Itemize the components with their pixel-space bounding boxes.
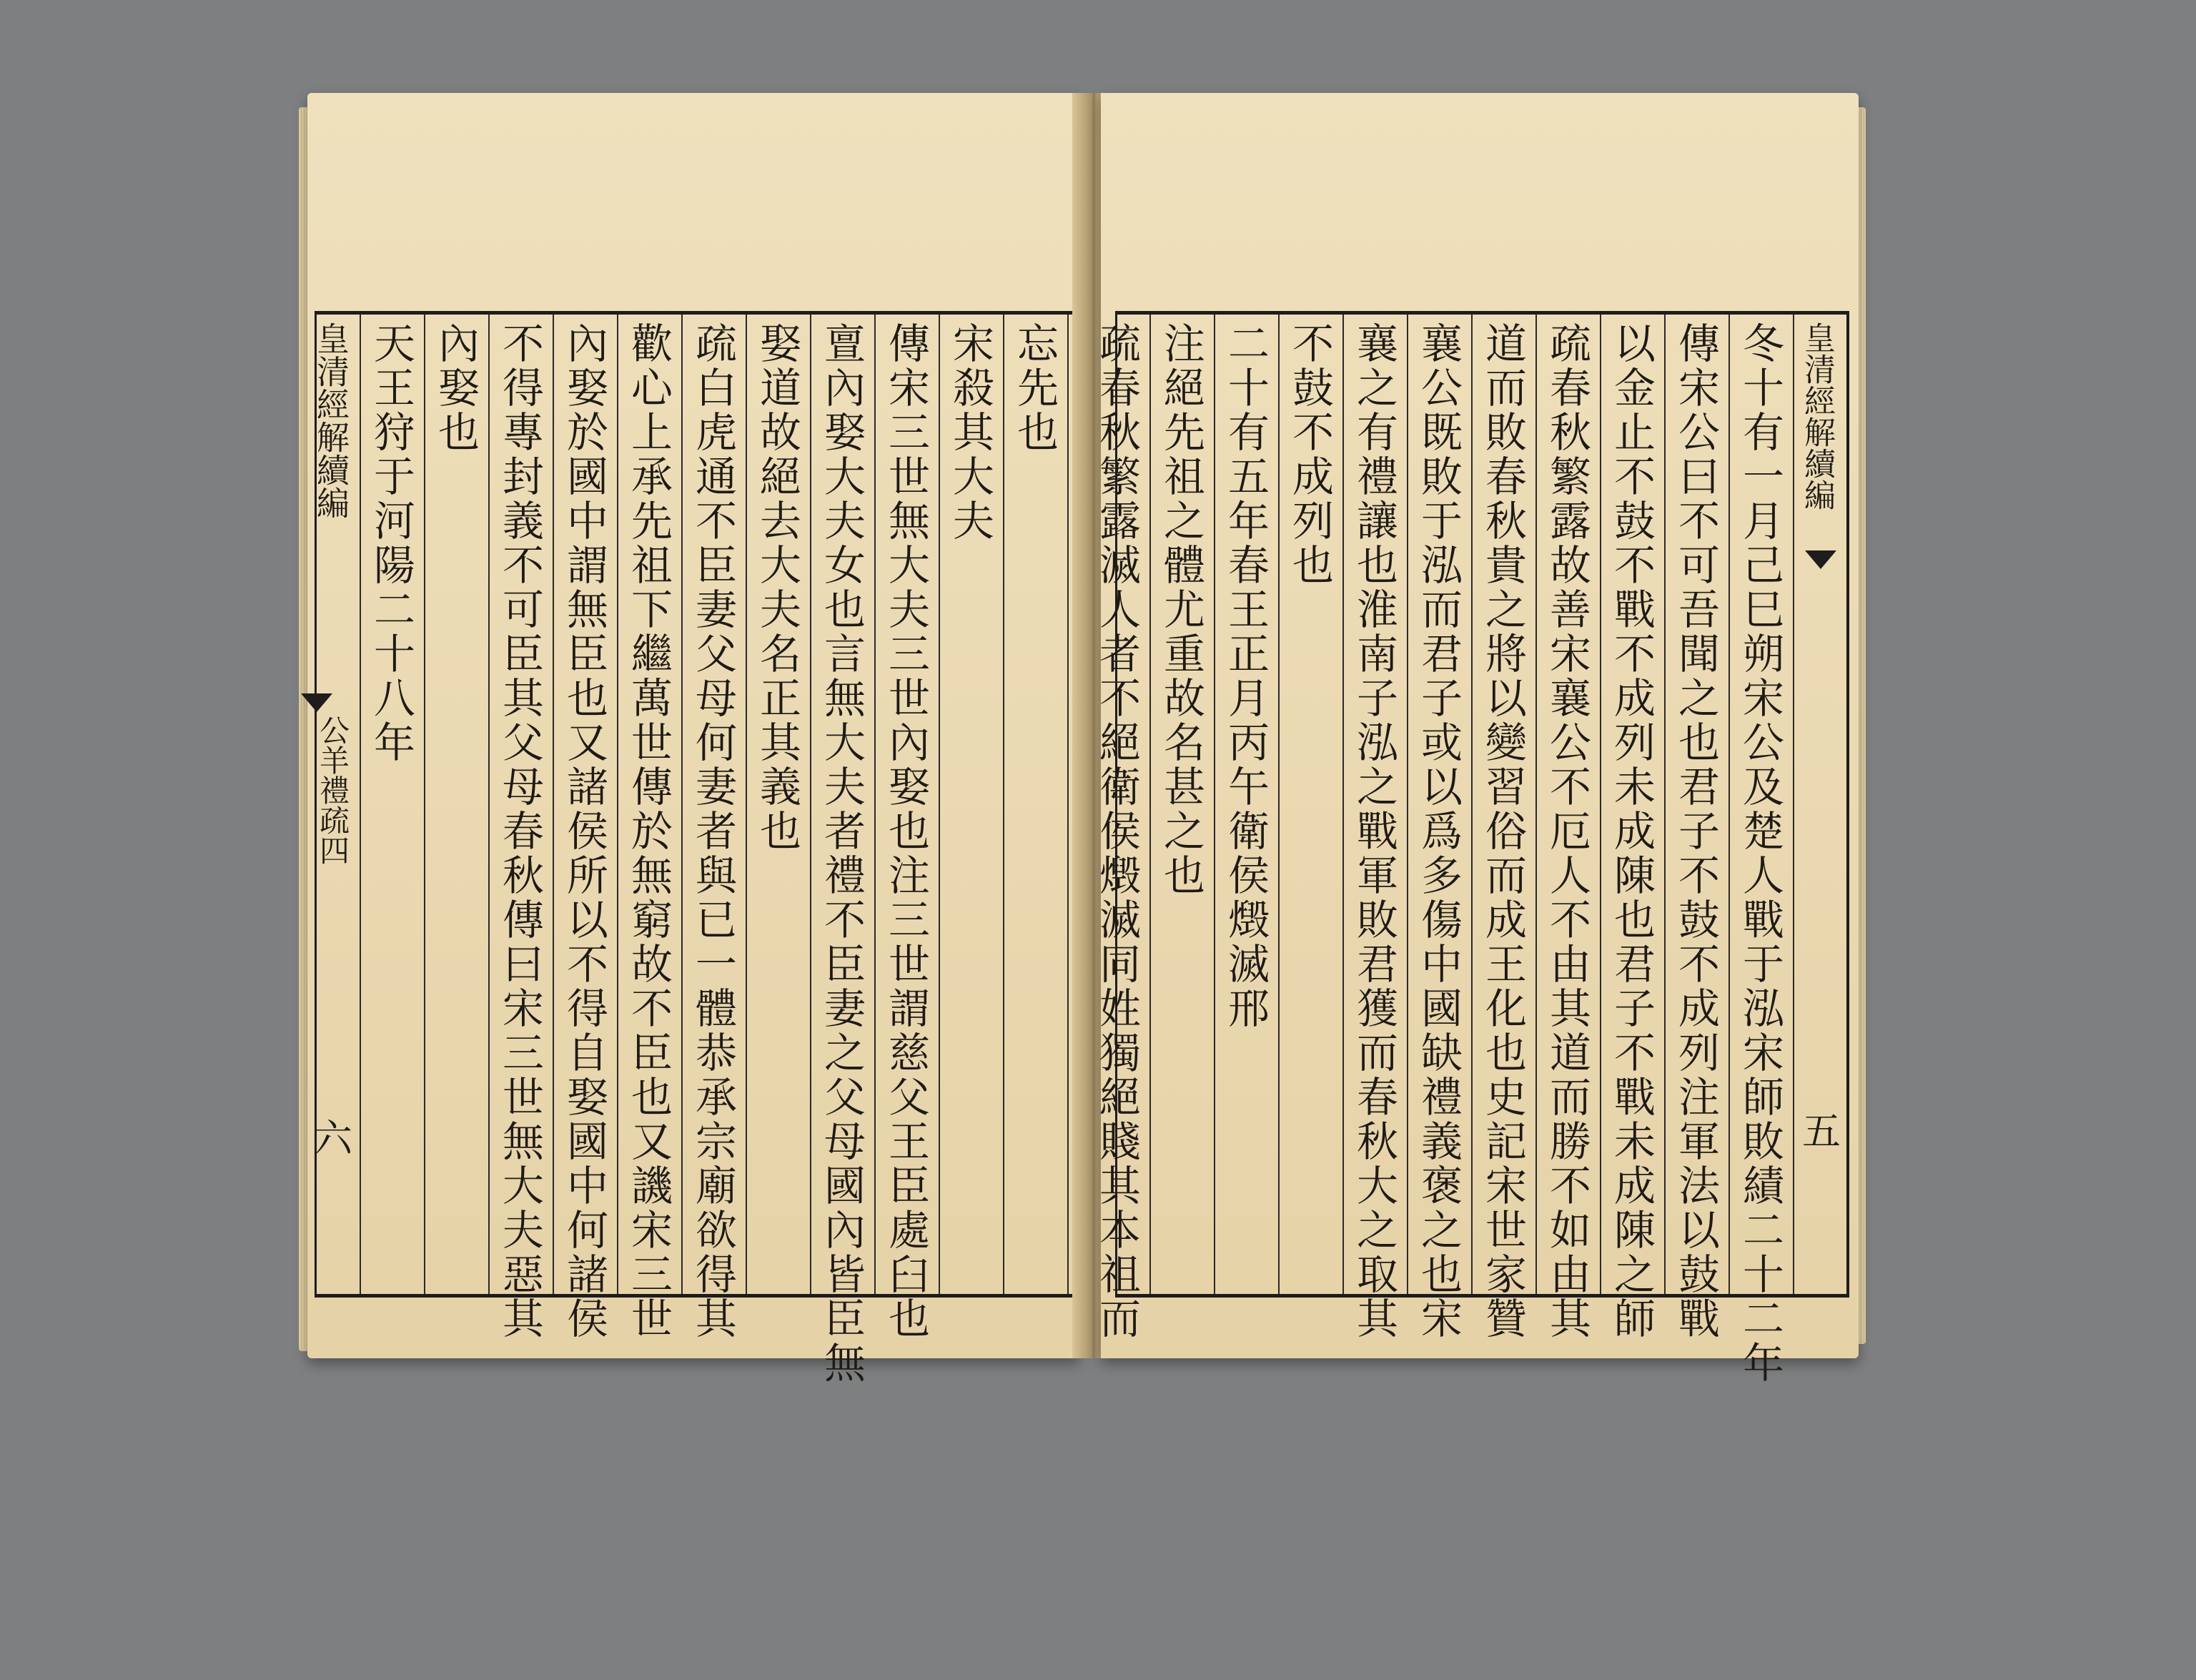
text-column: 襄之有禮讓也淮南子泓之戰軍敗君獲而春秋大之取其 xyxy=(1350,322,1398,1341)
text-column: 二十有五年春王正月丙午衛侯燬滅邢 xyxy=(1221,322,1270,1031)
text-column: 歡心上承先祖下繼萬世傳於無窮故不臣也又譏宋三世 xyxy=(624,322,673,1341)
text-column: 亶內娶大夫女也言無大夫者禮不臣妻之父母國內皆臣無 xyxy=(817,322,866,1385)
text-column: 天王狩于河陽二十八年 xyxy=(367,322,415,765)
column-rule xyxy=(1664,315,1666,1294)
right-text-frame xyxy=(1092,311,1849,1385)
text-column: 冬十有一月己巳朔宋公及楚人戰于泓宋師敗績二十二年 xyxy=(1736,322,1784,1385)
text-column: 注絕先祖之體尤重故名甚之也 xyxy=(1157,322,1205,898)
text-column: 以金止不鼓不戰不成列未成陳也君子不戰未成陳之師 xyxy=(1607,322,1656,1341)
column-rule xyxy=(939,315,940,1294)
column-rule xyxy=(1407,315,1408,1294)
left-text-frame xyxy=(312,311,1074,1385)
text-column: 道而敗春秋貴之將以變習俗而成王化也史記宋世家贊 xyxy=(1478,322,1527,1341)
margin-subtitle: 公羊禮疏四 xyxy=(315,715,350,865)
text-column: 疏春秋繁露故善宋襄公不厄人不由其道而勝不如由其 xyxy=(1543,322,1591,1341)
text-column: 內娶於國中謂無臣也又諸侯所以不得自娶國中何諸侯 xyxy=(560,322,608,1341)
column-rule xyxy=(1278,315,1280,1294)
text-column: 疏白虎通不臣妻父母何妻者與已一體恭承宗廟欲得其 xyxy=(688,322,737,1341)
text-column: 內娶也 xyxy=(431,322,480,455)
column-rule xyxy=(1003,315,1004,1294)
folio-number: 六 xyxy=(314,1116,352,1161)
fish-tail-mark xyxy=(1805,550,1836,569)
text-column: 傳宋三世無大夫三世內娶也注三世謂慈父王臣處臼也 xyxy=(881,322,930,1341)
text-column: 忘先也 xyxy=(1010,322,1059,455)
column-rule xyxy=(1535,315,1537,1294)
margin-title: 皇清經解續編 xyxy=(312,322,350,519)
text-column: 娶道故絕去大夫名正其義也 xyxy=(753,322,801,854)
column-rule xyxy=(681,315,683,1294)
column-rule xyxy=(1214,315,1215,1294)
column-rule xyxy=(488,315,490,1294)
folio-number: 五 xyxy=(1802,1109,1841,1154)
column-rule xyxy=(1728,315,1730,1294)
column-rule xyxy=(424,315,425,1294)
column-rule xyxy=(1149,315,1151,1294)
column-rule xyxy=(874,315,876,1294)
column-rule xyxy=(1067,315,1069,1294)
text-column: 不鼓不成列也 xyxy=(1285,322,1334,588)
column-rule xyxy=(746,315,747,1294)
text-column: 傳宋公曰不可吾聞之也君子不鼓不成列注軍法以鼓戰 xyxy=(1671,322,1720,1341)
text-column: 襄公既敗于泓而君子或以爲多傷中國缺禮義褒之也宋 xyxy=(1414,322,1463,1341)
open-book xyxy=(293,79,1887,1408)
column-rule xyxy=(1342,315,1344,1294)
fish-tail-mark xyxy=(301,693,332,712)
column-rule xyxy=(1471,315,1473,1294)
column-rule xyxy=(810,315,811,1294)
text-column: 疏春秋繁露滅人者不絕衛侯燬滅同姓獨絕賤其本祖而 xyxy=(1092,322,1141,1341)
column-rule xyxy=(553,315,554,1294)
text-column: 宋殺其大夫 xyxy=(946,322,994,543)
column-rule xyxy=(1600,315,1601,1294)
column-rule xyxy=(617,315,618,1294)
text-column: 不得專封義不可臣其父母春秋傳曰宋三世無大夫惡其 xyxy=(495,322,544,1341)
margin-title: 皇清經解續編 xyxy=(1799,322,1835,510)
